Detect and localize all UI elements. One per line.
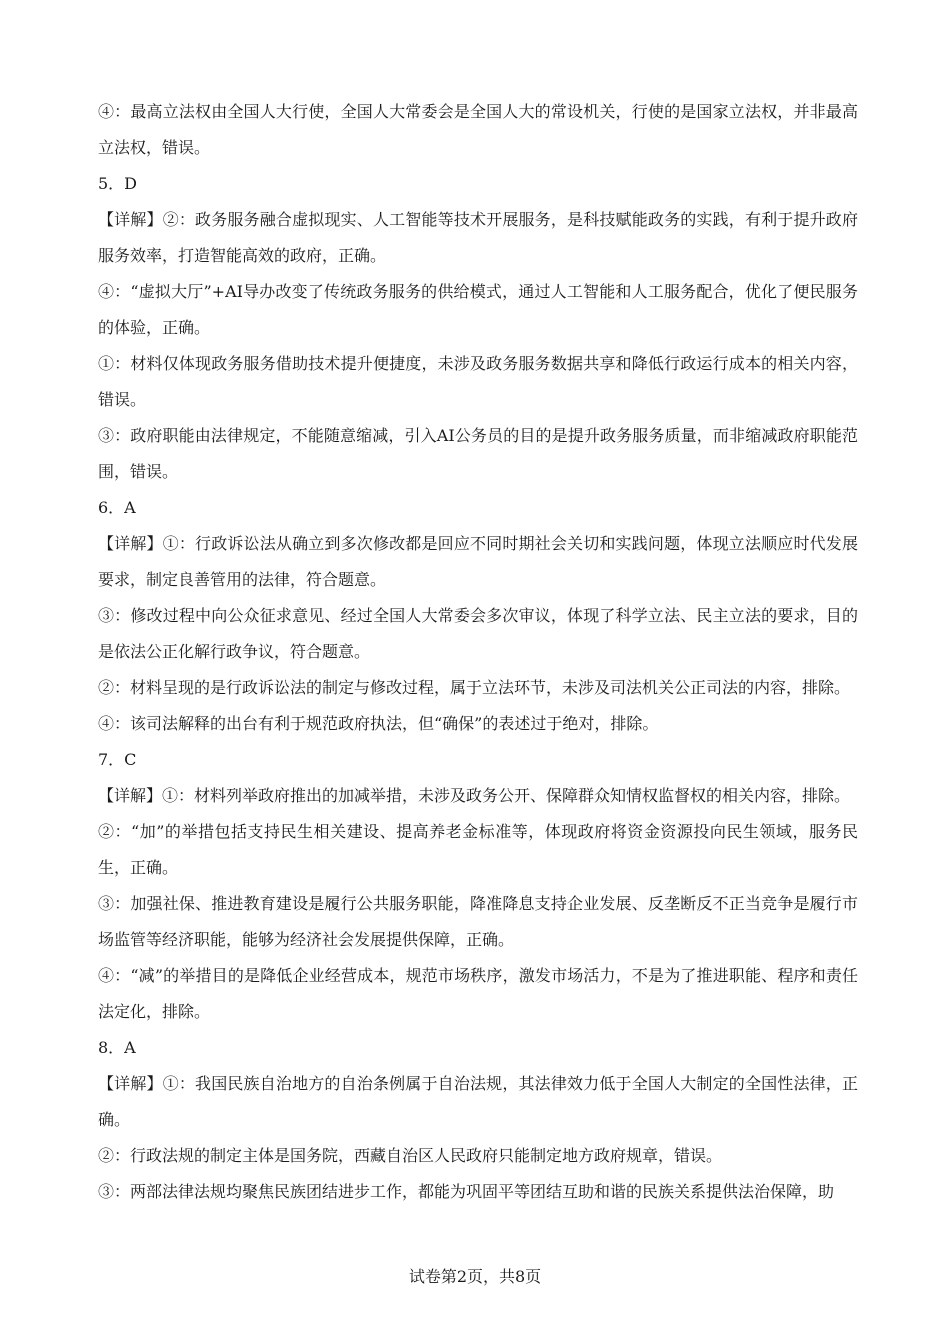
paragraph-q4-item4: ④：最高立法权由全国人大行使，全国人大常委会是全国人大的常设机关，行使的是国家立法权，并非最高立法权，错误。: [98, 102, 858, 157]
paragraph-q7-item1: 【详解】①：材料列举政府推出的加减举措，未涉及政务公开、保障群众知情权监督权的相关内容，排除。: [98, 786, 851, 805]
paragraph-q7-item4: ④：“减”的举措目的是降低企业经营成本，规范市场秩序，激发市场活力，不是为了推进职能、程序和责任法定化，排除。: [98, 966, 858, 1021]
paragraph-q5-item3: ③：政府职能由法律规定，不能随意缩减，引入AI公务员的目的是提升政务服务质量，而非缩减政府职能范围，错误。: [98, 426, 858, 481]
answer-q6: 6．A: [98, 498, 136, 517]
paragraph-q8-item3: ③：两部法律法规均聚焦民族团结进步工作，都能为巩固平等团结互助和谐的民族关系提供法治保障，助: [98, 1182, 835, 1201]
paragraph-q6-item1: 【详解】①：行政诉讼法从确立到多次修改都是回应不同时期社会关切和实践问题，体现立法顺应时代发展要求，制定良善管用的法律，符合题意。: [98, 534, 858, 589]
paragraph-q5-item1: ①：材料仅体现政务服务借助技术提升便捷度，未涉及政务服务数据共享和降低行政运行成本的相关内容，错误。: [98, 354, 858, 409]
paragraph-q8-item2: ②：行政法规的制定主体是国务院，西藏自治区人民政府只能制定地方政府规章，错误。: [98, 1146, 723, 1165]
page-footer: 试卷第2页，共8页: [408, 1267, 542, 1286]
paragraph-q6-item3: ③：修改过程中向公众征求意见、经过全国人大常委会多次审议，体现了科学立法、民主立法的要求，目的是依法公正化解行政争议，符合题意。: [98, 606, 858, 661]
paragraph-q7-item2: ②：“加”的举措包括支持民生相关建设、提高养老金标准等，体现政府将资金资源投向民生领域，服务民生，正确。: [98, 822, 858, 877]
answer-explanations: [98, 94, 858, 1210]
paragraph-q6-item2: ②：材料呈现的是行政诉讼法的制定与修改过程，属于立法环节，未涉及司法机关公正司法的内容，排除。: [98, 678, 851, 697]
paragraph-q5-item4: ④：“虚拟大厅”+AI导办改变了传统政务服务的供给模式，通过人工智能和人工服务配合，优化了便民服务的体验，正确。: [98, 282, 858, 337]
paragraph-q8-item1: 【详解】①：我国民族自治地方的自治条例属于自治法规，其法律效力低于全国人大制定的全国性法律，正确。: [98, 1074, 858, 1129]
answer-q8: 8．A: [98, 1038, 136, 1057]
paragraph-q6-item4: ④：该司法解释的出台有利于规范政府执法，但“确保”的表述过于绝对，排除。: [98, 714, 659, 733]
paragraph-q5-item2: 【详解】②：政务服务融合虚拟现实、人工智能等技术开展服务，是科技赋能政务的实践，有利于提升政府服务效率，打造智能高效的政府，正确。: [98, 210, 858, 265]
answer-q5: 5．D: [98, 174, 138, 193]
answer-q7: 7．C: [98, 750, 137, 769]
paragraph-q7-item3: ③：加强社保、推进教育建设是履行公共服务职能，降准降息支持企业发展、反垄断反不正当竞争是履行市场监管等经济职能，能够为经济社会发展提供保障，正确。: [98, 894, 858, 949]
